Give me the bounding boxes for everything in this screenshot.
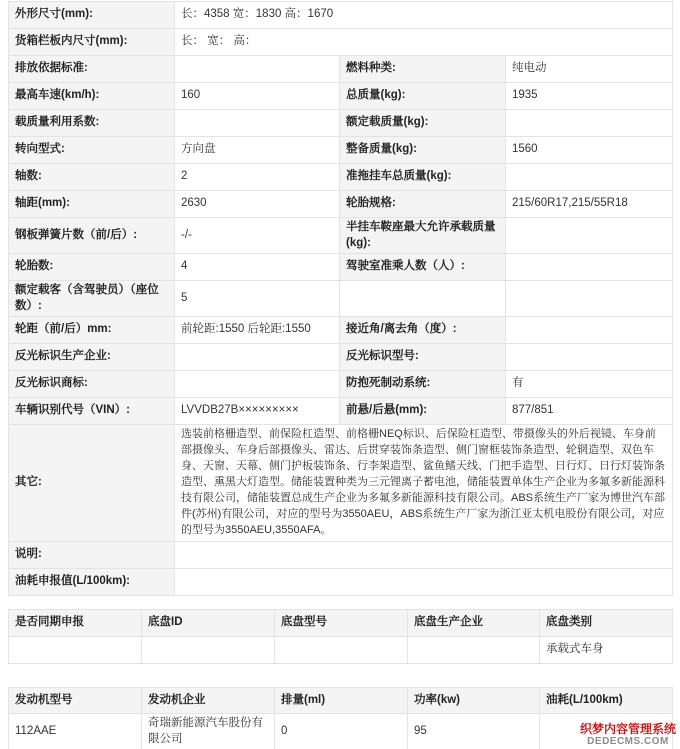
table-row — [9, 714, 673, 749]
table-cell: 95 — [408, 714, 540, 749]
column-header: 底盘类别 — [540, 610, 673, 637]
spec-label: 总质量(kg): — [340, 83, 506, 110]
table-cell — [142, 637, 275, 664]
spec-value — [175, 344, 340, 371]
spec-value: 2 — [175, 164, 340, 191]
engine-table — [8, 687, 673, 749]
spec-label: 轮距（前/后）mm: — [9, 317, 175, 344]
spec-row-dimensions — [9, 2, 673, 29]
spec-value: 纯电动 — [506, 56, 673, 83]
spec-row — [9, 344, 673, 371]
spec-value — [175, 56, 340, 83]
spec-label: 轮胎数: — [9, 254, 175, 281]
spec-row-other — [9, 425, 673, 542]
spec-value: 215/60R17,215/55R18 — [506, 191, 673, 218]
spec-value: 160 — [175, 83, 340, 110]
spec-label: 排放依据标准: — [9, 56, 175, 83]
spec-label — [340, 281, 506, 317]
chassis-table — [8, 609, 673, 664]
column-header: 底盘ID — [142, 610, 275, 637]
spec-value — [506, 164, 673, 191]
other-description: 选装前格栅造型、前保险杠造型、前格栅NEQ标识、后保险杠造型、带摄像头的外后视镜、车身前部摄像头、车身后部摄像头、雷达、后贯穿装饰条造型、侧门窗框装饰条造型、轮辋造型、双色车身、天窗、天幕、侧门护板装饰条、行李架造型、鲨鱼鳍天线、门把手造型、日行灯、日行灯装饰条造型、熏黑大灯造型。储能装置种类为三元锂离子蓄电池，储能装置单体生产企业为多氟多新能源科技有限公司，储能装置总成生产企业为多氟多新能源科技有限公司。ABS系统生产厂家为博世汽车部件(苏州)有限公司，对应的型号为3550AEU，ABS系统生产厂家为浙江亚太机电股份有限公司，对应的型号为3550AEU,3550AFA。 — [175, 425, 673, 542]
spec-label: 载质量利用系数: — [9, 110, 175, 137]
spec-row — [9, 398, 673, 425]
spec-label: 油耗申报值(L/100km): — [9, 568, 175, 595]
table-cell — [275, 637, 408, 664]
spec-label: 车辆识别代号（VIN）: — [9, 398, 175, 425]
table-cell — [9, 637, 142, 664]
table-cell: 112AAE — [9, 714, 142, 749]
spec-value: 1560 — [506, 137, 673, 164]
spec-label: 轴数: — [9, 164, 175, 191]
table-cell — [408, 637, 540, 664]
spec-label: 前悬/后悬(mm): — [340, 398, 506, 425]
column-header: 发动机型号 — [9, 688, 142, 714]
table-cell: 0 — [275, 714, 408, 749]
spec-value — [175, 541, 673, 568]
spec-row — [9, 254, 673, 281]
spec-row — [9, 137, 673, 164]
spec-value: 长：4358 宽：1830 高：1670 — [175, 2, 673, 29]
spec-label: 反光标识商标: — [9, 371, 175, 398]
spec-label: 燃料种类: — [340, 56, 506, 83]
spec-label: 反光标识型号: — [340, 344, 506, 371]
spec-value — [506, 317, 673, 344]
spec-row-cargo-box — [9, 29, 673, 56]
table-cell: 承载式车身 — [540, 637, 673, 664]
spec-value: LVVDB27B××××××××× — [175, 398, 340, 425]
spec-label: 最高车速(km/h): — [9, 83, 175, 110]
column-header: 功率(kw) — [408, 688, 540, 714]
column-header: 是否同期申报 — [9, 610, 142, 637]
column-header: 底盘型号 — [275, 610, 408, 637]
spec-value: 5 — [175, 281, 340, 317]
spec-value: 长： 宽： 高： — [175, 29, 673, 56]
spec-row — [9, 218, 673, 254]
spec-row — [9, 83, 673, 110]
spec-row-fuel — [9, 568, 673, 595]
spec-row — [9, 110, 673, 137]
spec-value: -/- — [175, 218, 340, 254]
spec-label: 驾驶室准乘人数（人）: — [340, 254, 506, 281]
table-row — [9, 637, 673, 664]
spec-row — [9, 191, 673, 218]
watermark-en: DEDECMS.COM — [587, 736, 669, 747]
spec-label: 准拖挂车总质量(kg): — [340, 164, 506, 191]
spec-value — [175, 568, 673, 595]
spec-row — [9, 371, 673, 398]
spec-label: 半挂车鞍座最大允许承载质量(kg): — [340, 218, 506, 254]
table-header-row — [9, 610, 673, 637]
spec-value: 有 — [506, 371, 673, 398]
spec-value: 1935 — [506, 83, 673, 110]
spec-value — [506, 254, 673, 281]
spec-row — [9, 56, 673, 83]
spec-value: 方向盘 — [175, 137, 340, 164]
spec-value: 877/851 — [506, 398, 673, 425]
column-header: 发动机企业 — [142, 688, 275, 714]
column-header: 油耗(L/100km) — [540, 688, 673, 714]
watermark-cn: 织梦内容管理系统 — [579, 721, 676, 736]
table-header-row — [9, 688, 673, 714]
spec-value: 4 — [175, 254, 340, 281]
spec-value — [506, 218, 673, 254]
spec-label: 反光标识生产企业: — [9, 344, 175, 371]
spec-label: 防抱死制动系统: — [340, 371, 506, 398]
spec-label: 轴距(mm): — [9, 191, 175, 218]
table-cell: 奇瑞新能源汽车股份有限公司 — [142, 714, 275, 749]
spec-label: 其它: — [9, 425, 175, 542]
spec-label: 钢板弹簧片数（前/后）: — [9, 218, 175, 254]
spec-row — [9, 164, 673, 191]
spec-row-note — [9, 541, 673, 568]
spec-value: 前轮距:1550 后轮距:1550 — [175, 317, 340, 344]
vehicle-spec-table — [8, 1, 673, 596]
spec-label: 额定载质量(kg): — [340, 110, 506, 137]
column-header: 底盘生产企业 — [408, 610, 540, 637]
spec-label: 轮胎规格: — [340, 191, 506, 218]
spec-value — [175, 110, 340, 137]
spec-label: 外形尺寸(mm): — [9, 2, 175, 29]
spec-label: 转向型式: — [9, 137, 175, 164]
spec-row — [9, 317, 673, 344]
spec-label: 接近角/离去角（度）: — [340, 317, 506, 344]
spec-value — [506, 281, 673, 317]
spec-value: 2630 — [175, 191, 340, 218]
spec-row — [9, 281, 673, 317]
spec-label: 货箱栏板内尺寸(mm): — [9, 29, 175, 56]
spec-label: 整备质量(kg): — [340, 137, 506, 164]
site-watermark — [580, 723, 676, 747]
column-header: 排量(ml) — [275, 688, 408, 714]
spec-label: 额定载客（含驾驶员）（座位数）: — [9, 281, 175, 317]
spec-value — [506, 344, 673, 371]
spec-value — [506, 110, 673, 137]
spec-value — [175, 371, 340, 398]
spec-label: 说明: — [9, 541, 175, 568]
